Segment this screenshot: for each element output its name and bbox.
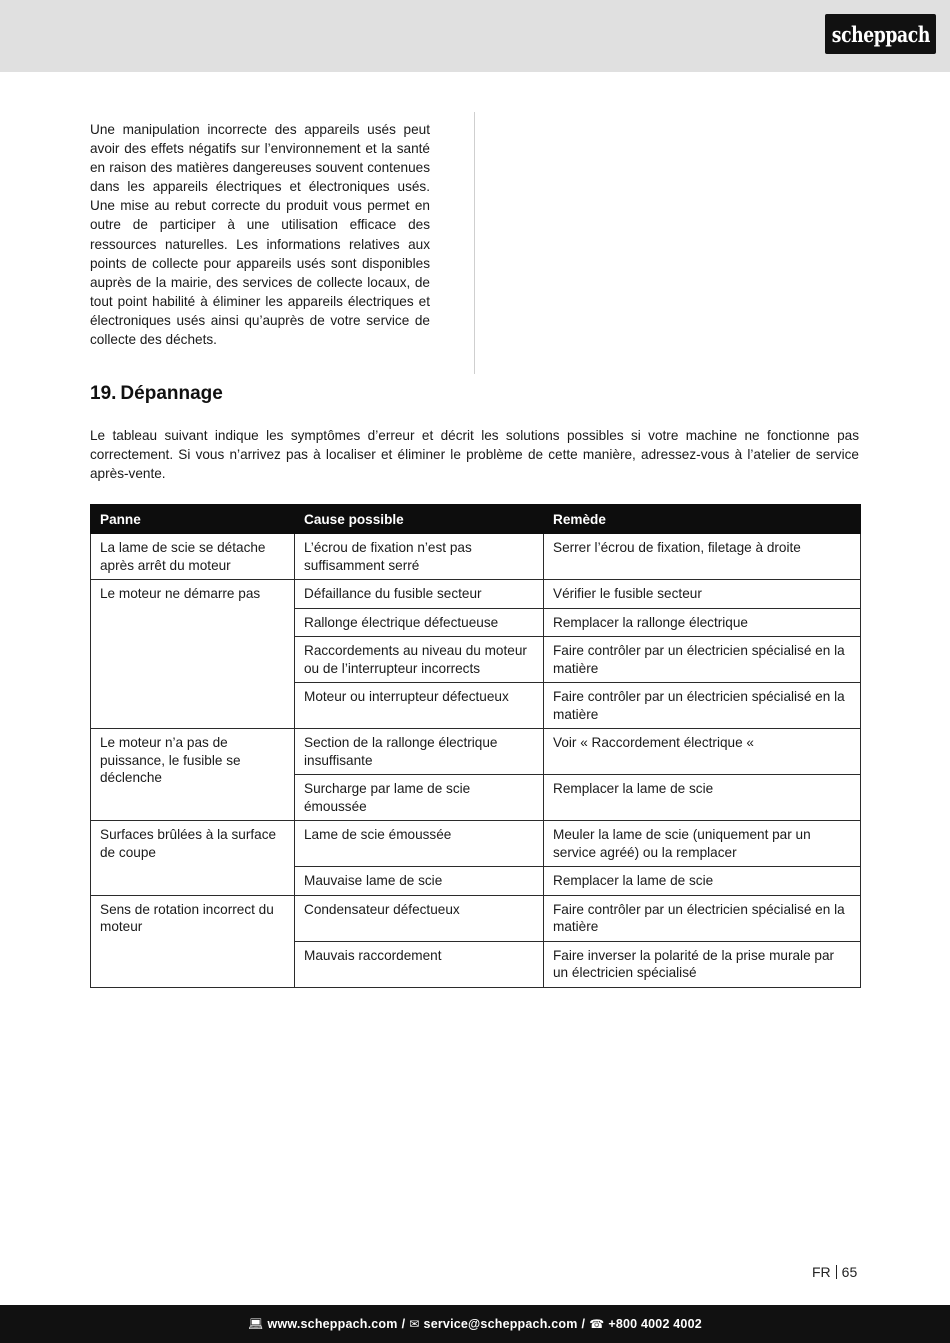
table-row <box>91 821 861 867</box>
table-row <box>91 580 861 609</box>
cause-cell: Surcharge par lame de scie émoussée <box>295 775 544 821</box>
remedy-cell: Meuler la lame de scie (uniquement par un service agréé) ou la remplacer <box>544 821 861 867</box>
table-row <box>91 729 861 775</box>
table-header-row <box>91 505 861 534</box>
footer-bar <box>0 1305 950 1343</box>
remedy-cell: Voir « Raccordement électrique « <box>544 729 861 775</box>
laptop-icon: 💻︎ <box>248 1317 264 1331</box>
column-divider <box>474 112 475 374</box>
footer-separator: / <box>401 1317 406 1331</box>
remedy-cell: Remplacer la lame de scie <box>544 867 861 896</box>
remedy-cell: Faire contrôler par un électricien spécialisé en la matière <box>544 637 861 683</box>
footer-separator: / <box>581 1317 586 1331</box>
remedy-cell: Vérifier le fusible secteur <box>544 580 861 609</box>
header-remedy: Remède <box>544 505 861 534</box>
cause-cell: Moteur ou interrupteur défectueux <box>295 683 544 729</box>
header-cause: Cause possible <box>295 505 544 534</box>
remedy-cell: Faire contrôler par un électricien spécialisé en la matière <box>544 895 861 941</box>
remedy-cell: Remplacer la lame de scie <box>544 775 861 821</box>
page-number-divider <box>836 1265 837 1279</box>
intro-paragraph: Une manipulation incorrecte des appareils usés peut avoir des effets négatifs sur l’environnement et la santé en raison des matières dangereuses souvent contenues dans les appareils électriques et électroniques usés. Une mise au rebut correcte du produit vous permet en outre de participer à une utilisation efficace des ressources naturelles. Les informations relatives aux points de collecte pour appareils usés sont disponibles auprès de la mairie, des services de collecte locaux, de tout point habilité à éliminer les appareils électriques et électroniques usés ainsi qu’auprès de votre service de collecte des déchets. <box>90 122 430 348</box>
fault-cell: Sens de rotation incorrect du moteur <box>91 895 295 987</box>
page-number-value: 65 <box>841 1264 858 1280</box>
cause-cell: Défaillance du fusible secteur <box>295 580 544 609</box>
cause-cell: Rallonge électrique défectueuse <box>295 608 544 637</box>
section-title: Dépannage <box>120 383 223 404</box>
page-number <box>812 1264 857 1280</box>
remedy-cell: Faire inverser la polarité de la prise murale par un électricien spécialisé <box>544 941 861 987</box>
section-number: 19. <box>90 383 117 404</box>
table-row <box>91 534 861 580</box>
fault-cell: Surfaces brûlées à la surface de coupe <box>91 821 295 896</box>
cause-cell: Mauvaise lame de scie <box>295 867 544 896</box>
cause-cell: Condensateur défectueux <box>295 895 544 941</box>
cause-cell: Section de la rallonge électrique insuffisante <box>295 729 544 775</box>
cause-cell: Lame de scie émoussée <box>295 821 544 867</box>
fault-cell: Le moteur ne démarre pas <box>91 580 295 729</box>
telephone-icon: ☎︎ <box>589 1317 605 1331</box>
cause-cell: Raccordements au niveau du moteur ou de l’interrupteur incorrects <box>295 637 544 683</box>
footer-phone-link[interactable]: +800 4002 4002 <box>608 1317 702 1331</box>
brand-logo[interactable] <box>825 14 936 54</box>
fault-cell: Le moteur n’a pas de puissance, le fusible se déclenche <box>91 729 295 821</box>
footer-email-link[interactable]: service@scheppach.com <box>423 1317 578 1331</box>
footer-website-link[interactable]: www.scheppach.com <box>267 1317 398 1331</box>
remedy-cell: Remplacer la rallonge électrique <box>544 608 861 637</box>
page-language: FR <box>812 1264 831 1280</box>
section-lead: Le tableau suivant indique les symptômes d’erreur et décrit les solutions possibles si votre machine ne fonctionne pas correctement. Si vous n’arrivez pas à localiser et éliminer le problème de cette manière, adressez-vous à l’atelier de service après-vente. <box>90 428 859 482</box>
table-row <box>91 895 861 941</box>
brand-logo-text: scheppach <box>831 21 930 47</box>
header-band <box>0 0 950 72</box>
header-fault: Panne <box>91 505 295 534</box>
troubleshooting-table <box>90 504 861 988</box>
remedy-cell: Serrer l’écrou de fixation, filetage à droite <box>544 534 861 580</box>
remedy-cell: Faire contrôler par un électricien spécialisé en la matière <box>544 683 861 729</box>
cause-cell: L’écrou de fixation n’est pas suffisamment serré <box>295 534 544 580</box>
section-heading <box>90 383 223 405</box>
envelope-icon: ✉︎ <box>409 1317 420 1331</box>
fault-cell: La lame de scie se détache après arrêt du moteur <box>91 534 295 580</box>
cause-cell: Mauvais raccordement <box>295 941 544 987</box>
